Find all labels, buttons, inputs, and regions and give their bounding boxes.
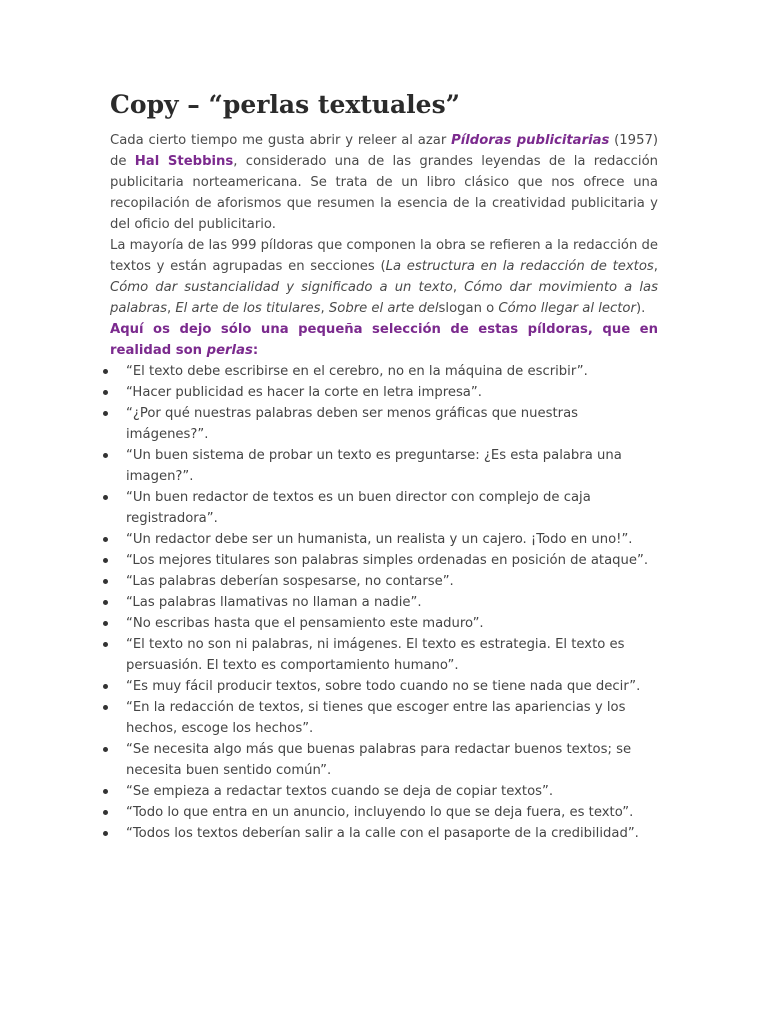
quote-text: “Todo lo que entra en un anuncio, incluyendo lo que se deja fuera, es texto”. [126,805,634,820]
list-item [110,676,658,697]
list-item [110,823,658,844]
bullet-icon [103,621,108,626]
bullet-icon [103,411,108,416]
list-item [110,634,658,676]
bullet-icon [103,747,108,752]
sections-paragraph [110,235,658,319]
sections-or: o [481,301,499,316]
list-item [110,550,658,571]
bullet-icon [103,600,108,605]
quotes-list [110,361,658,844]
list-item [110,613,658,634]
bullet-icon [103,789,108,794]
section-name-4: El arte de los titulares [175,301,321,316]
lead-colon: : [252,343,259,358]
selection-lead [110,319,658,361]
list-item [110,403,658,445]
intro-text-3: , considerado una de las grandes leyendas de la redacción publicitaria norteamericana. Se trata de un libro clásico que nos ofrece una recopilación de aforismos que resumen la esencia de la creatividad publicitaria y del oficio del publicitario. [110,154,659,232]
bullet-icon [103,705,108,710]
intro-paragraph [110,130,658,235]
section-name-5: Sobre el arte del [328,301,439,316]
book-title-link[interactable]: Píldoras publicitarias [451,133,610,148]
bullet-icon [103,642,108,647]
list-item [110,382,658,403]
list-item [110,802,658,823]
list-item [110,445,658,487]
list-item [110,592,658,613]
quote-text: “Es muy fácil producir textos, sobre todo cuando no se tiene nada que decir”. [126,679,641,694]
quote-text: “En la redacción de textos, si tienes que escoger entre las apariencias y los hechos, escoge los hechos”. [126,700,626,736]
quote-text: “El texto no son ni palabras, ni imágenes. El texto es estrategia. El texto es persuasión. El texto es comportamiento humano”. [126,637,625,673]
section-name-5-slogan: slogan [438,301,482,316]
bullet-icon [103,495,108,500]
quote-text: “Un buen sistema de probar un texto es preguntarse: ¿Es esta palabra una imagen?”. [126,448,622,484]
quote-text: “Se necesita algo más que buenas palabras para redactar buenos textos; se necesita buen sentido común”. [126,742,632,778]
quote-text: “Las palabras llamativas no llaman a nadie”. [126,595,422,610]
bullet-icon [103,537,108,542]
quote-text: “Un buen redactor de textos es un buen director con complejo de caja registradora”. [126,490,591,526]
bullet-icon [103,579,108,584]
quote-text: “¿Por qué nuestras palabras deben ser menos gráficas que nuestras imágenes?”. [126,406,579,442]
bullet-icon [103,831,108,836]
sections-comma-1: , [653,259,658,274]
quote-text: “Las palabras deberían sospesarse, no contarse”. [126,574,454,589]
section-name-6: Cómo llegar al lector [498,301,636,316]
list-item [110,361,658,382]
sections-comma-2: , [452,280,465,295]
quote-text: “Los mejores titulares son palabras simples ordenadas en posición de ataque”. [126,553,649,568]
quote-text: “Se empieza a redactar textos cuando se deja de copiar textos”. [126,784,554,799]
sections-comma-3: , [166,301,176,316]
quote-text: “Un redactor debe ser un humanista, un realista y un cajero. ¡Todo en uno!”. [126,532,633,547]
intro-text-1: Cada cierto tiempo me gusta abrir y releer al azar [110,133,452,148]
section-name-2: Cómo dar sustancialidad y significado a un texto [110,280,453,295]
bullet-icon [103,558,108,563]
author-link[interactable]: Hal Stebbins [134,154,234,169]
quote-text: “Todos los textos deberían salir a la calle con el pasaporte de la credibilidad”. [126,826,639,841]
bullet-icon [103,369,108,374]
lead-text-1: Aquí os dejo sólo una pequeña selección de estas píldoras, que en realidad son [110,322,658,358]
bullet-icon [103,390,108,395]
quote-text: “Hacer publicidad es hacer la corte en letra impresa”. [126,385,482,400]
section-name-1: La estructura en la redacción de textos [385,259,654,274]
list-item [110,739,658,781]
list-item [110,529,658,550]
sections-comma-4: , [320,301,329,316]
intro-text-2: (1957) de [110,133,658,169]
sections-text-1: La mayoría de las 999 píldoras que componen la obra se refieren a la redacción de textos y están agrupadas en secciones ( [110,238,658,274]
sections-end: ). [635,301,646,316]
list-item [110,487,658,529]
bullet-icon [103,810,108,815]
article-title: Copy – “perlas textuales” [110,90,461,119]
list-item [110,781,658,802]
quote-text: “El texto debe escribirse en el cerebro, no en la máquina de escribir”. [126,364,588,379]
quote-text: “No escribas hasta que el pensamiento este maduro”. [126,616,484,631]
bullet-icon [103,684,108,689]
list-item [110,571,658,592]
bullet-icon [103,453,108,458]
list-item [110,697,658,739]
section-name-3: Cómo dar movimiento a las palabras [110,280,658,316]
lead-emphasis: perlas [206,343,253,358]
